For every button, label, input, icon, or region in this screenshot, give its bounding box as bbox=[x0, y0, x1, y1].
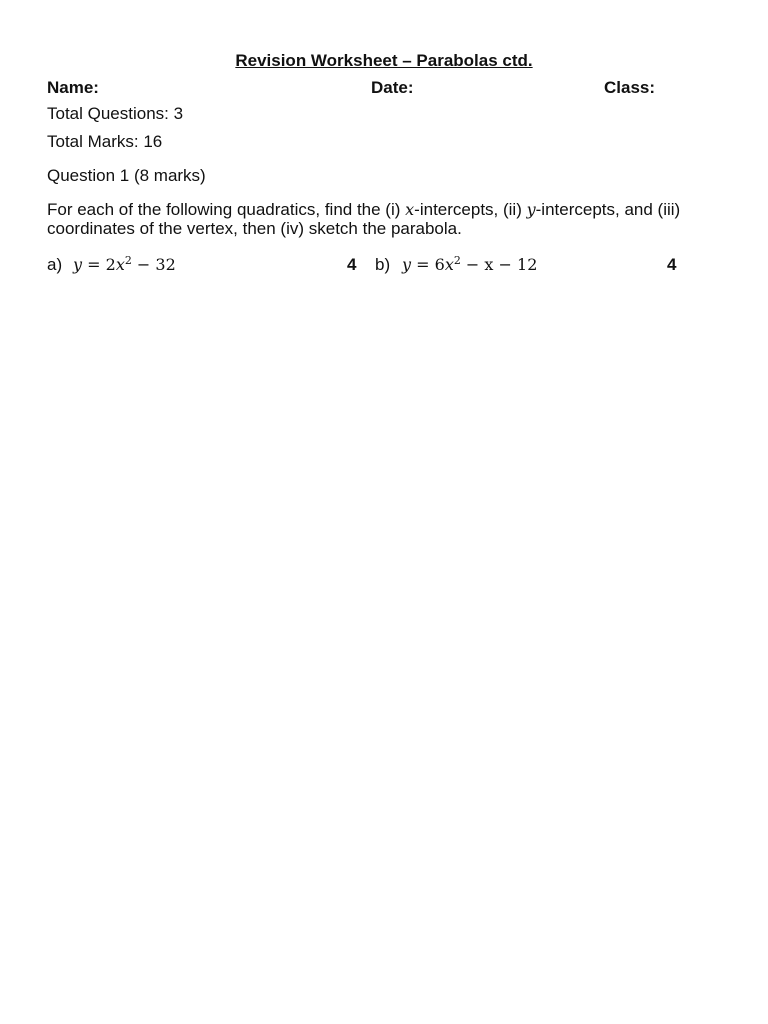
part-a-marks: 4 bbox=[347, 255, 357, 274]
part-b-equation bbox=[402, 254, 537, 276]
instruction-text-1: For each of the following quadratics, find the (i) bbox=[47, 200, 406, 219]
part-b-marks: 4 bbox=[667, 255, 677, 274]
part-a-eq-lhs: y bbox=[73, 255, 83, 274]
date-label: Date: bbox=[371, 78, 414, 97]
instruction-text-3: -intercepts, and (iii) coordinates of the vertex, then (iv) sketch the parabola. bbox=[47, 200, 681, 238]
part-a-eq-var: x bbox=[115, 255, 125, 274]
part-b-eq-lhs: y bbox=[402, 255, 412, 274]
part-a-eq-rest: − 32 bbox=[131, 255, 176, 274]
part-a-eq-exp: 2 bbox=[124, 254, 132, 267]
question-1-instructions bbox=[47, 200, 687, 238]
instruction-text-2: -intercepts, (ii) bbox=[414, 200, 527, 219]
question-1-heading: Question 1 (8 marks) bbox=[47, 166, 206, 185]
variable-x: x bbox=[405, 200, 415, 219]
part-b-label: b) bbox=[375, 255, 391, 274]
part-a-label: a) bbox=[47, 255, 63, 274]
part-b-eq-var: x bbox=[444, 255, 454, 274]
class-label: Class: bbox=[604, 78, 656, 97]
worksheet-title: Revision Worksheet – Parabolas ctd. bbox=[235, 51, 533, 70]
part-a-equation bbox=[73, 254, 176, 276]
part-b-eq-exp: 2 bbox=[453, 254, 461, 267]
variable-y: y bbox=[526, 200, 536, 219]
total-marks: Total Marks: 16 bbox=[47, 132, 163, 151]
name-label: Name: bbox=[47, 78, 99, 97]
part-b-eq-coef: = 6 bbox=[411, 255, 445, 274]
part-b-eq-rest: − x − 12 bbox=[460, 255, 538, 274]
part-a-eq-coef: = 2 bbox=[82, 255, 116, 274]
total-questions: Total Questions: 3 bbox=[47, 104, 184, 123]
